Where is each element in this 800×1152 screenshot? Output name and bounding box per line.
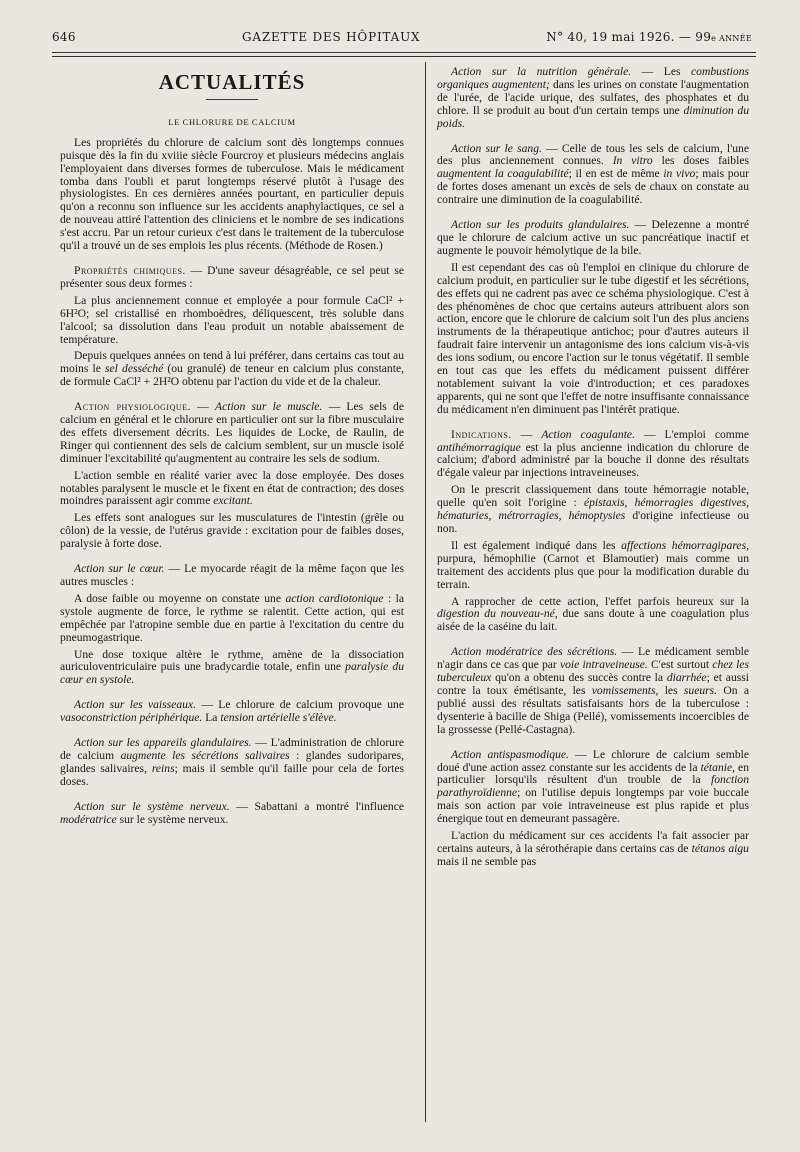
left-column: [60, 66, 404, 831]
paragraph: Action sur les produits glandulaires. — Delezenne a montré que le chlorure de calcium active un suc pancréatique inactif et augmente le pouvoir hémolytique de la bile.: [437, 218, 749, 257]
issue-year-suffix: e ANNÉE: [711, 34, 752, 43]
paragraph: Action antispasmodique. — Le chlorure de calcium semble doué d'une action assez constante sur les accidents de la tétanie, en particulier lorsqu'ils résultent d'un trouble de la fonction parathyroïdienne; on l'utilise depuis longtemps par voie buccale mais son action par voie intraveineuse est plus rapide et plus énergique tout en demeurant passagère.: [437, 747, 749, 826]
paragraph: Action sur le système nerveux. — Sabattani a montré l'influence modératrice sur le système nerveux.: [60, 799, 405, 826]
paragraph: Action sur le cœur. — Le myocarde réagit de la même façon que les autres muscles :: [60, 562, 404, 588]
paragraph: Les effets sont analogues sur les musculatures de l'intestin (grêle ou côlon) de la vessie, de l'utérus gravide : excitation pour de faibles doses, paralysie à forte dose.: [60, 511, 404, 551]
running-header: [52, 30, 752, 48]
paragraph: Action physiologique. — Action sur le muscle. — Les sels de calcium en général et le chlorure en particulier ont sur la fibre musculaire des effets diversement décrits. Les liquides de Locke, de Raulin, de Ringer qui contiennent des sels de calcium semblent, sur un muscle isolé diminuer l'excitabilité qu'augmentent au contraire les sels de sodium.: [60, 400, 405, 465]
paragraph: Action sur la nutrition générale. — Les combustions organiques augmentent; dans les urines on constate l'augmentation de l'urée, de l'acide urique, des sulfates, des phosphates et du chlore. Il se produit au bout d'un certain temps une diminution du poids.: [437, 65, 750, 130]
paragraph: A rapprocher de cette action, l'effet parfois heureux sur la digestion du nouveau-né, due sans doute à une coagulation plus aisée de la caséine du lait.: [437, 594, 749, 634]
page-number: 646: [52, 30, 76, 44]
paragraph: Action sur le sang. — Celle de tous les sels de calcium, l'une des plus anciennement connues. In vitro les doses faibles augmentent la coagulabilité; il en est de même in vivo; mais pour de fortes doses amenant un excès de sels de chaux on constate au contraire une diminution de la coagulabilité.: [437, 141, 749, 207]
paragraph: Il est cependant des cas où l'emploi en clinique du chlorure de calcium produit, en particulier sur le tube digestif et les sécrétions, des effets qui ne cadrent pas avec ce schéma physiologique. C'est à des phénomènes de choc que certains auteurs attribuent alors son action, encore que le chlorure de calcium soit l'un des plus anciens instruments de la thérapeutique antichoc; pour d'autres auteurs il faudrait faire intervenir un antagonisme des ions calcium vis-à-vis des ions sodium, ou encore l'action sur le tonus végétatif. Il semble en tout cas que les effets du médicament puissent différer notablement suivant la voie d'introduction; et ces paradoxes apparents, qui ne sont que l'effet de notre insuffisante connaissance du médicament n'en diminuent pas l'intérêt pratique.: [437, 260, 749, 416]
paragraph: L'action du médicament sur ces accidents l'a fait associer par certains auteurs, à la sérothérapie dans certains cas de tétanos aigu mais il ne semble pas: [437, 829, 749, 868]
paragraph: A dose faible ou moyenne on constate une action cardiotonique : la systole augmente de force, le rythme se ralentit. Cette action, qui est empêchée par l'atropine semble due en partie à l'excitation du centre du pneumogastrique.: [60, 591, 404, 644]
header-rule: [52, 52, 756, 53]
journal-title: GAZETTE DES HÔPITAUX: [242, 30, 421, 44]
right-column: [437, 66, 749, 873]
issue-date: N° 40, 19 mai 1926. — 99: [546, 30, 712, 44]
article-title: LE CHLORURE DE CALCIUM: [168, 116, 296, 127]
paragraph: Une dose toxique altère le rythme, amène de la dissociation auriculoventriculaire puis une bradycardie totale, enfin une paralysie du cœur en systole.: [60, 647, 404, 687]
paragraph: Il est également indiqué dans les affections hémorragipares, purpura, hémophilie (Carnot et Blamoutier) mais comme un traitement des accidents plus que pour la modification durable du terrain.: [437, 538, 749, 591]
paragraph: Propriétés chimiques. — D'une saveur désagréable, ce sel peut se présenter sous deux formes :: [60, 263, 404, 290]
paragraph: L'action semble en réalité varier avec la dose employée. Des doses notables paralysent le muscle et le fixent en état de contraction; des doses moindres paraissent agir comme excitant.: [60, 468, 404, 508]
paragraph: Action modératrice des sécrétions. — Le médicament semble n'agir dans ce cas que par voie intraveineuse. C'est surtout chez les tuberculeux qu'on a obtenu des succès contre la diarrhée; et aussi contre la toux émétisante, les vomissements, les sueurs. On a publié aussi des résultats satisfaisants hors de la tuberculose : dysenterie à bacille de Shiga (Pellé), vomissements incoercibles de la grossesse (Pellé-Castagna).: [437, 645, 749, 736]
paragraph: Les propriétés du chlorure de calcium sont dès longtemps connues puisque dès la fin du xviiie siècle Fourcroy et plusieurs médecins anglais l'employaient dans diverses formes de tuberculose. Mais le médicament tomba dans l'oubli et parut longtemps réservé plutôt à l'usage des physiologistes. En ces dernières années pourtant, en particulier depuis qu'on a reconnu son influence sur les accidents anaphylactiques, ce sel a de nouveau attiré l'attention des cliniciens et le nombre de ses indications s'est accru. Par un retour curieux c'est dans le traitement de la tuberculose qu'il a trouvé un de ses emplois les plus récents. (Méthode de Rosen.): [60, 135, 404, 253]
subsection-head: Action physiologique.: [74, 400, 191, 414]
subsection-head: Indications.: [451, 427, 512, 441]
column-divider: [425, 62, 426, 1122]
paragraph: La plus anciennement connue et employée a pour formule CaCl² + 6H²O; sel cristallisé en rhomboèdres, déliquescent, très soluble dans l'alcool; sa dissolution dans l'eau produit un notable abaissement de température.: [60, 293, 404, 346]
paragraph: On le prescrit classiquement dans toute hémorragie notable, quelle qu'en soit l'origine : épistaxis, hémorragies digestives, hématuries, métrorragies, hémoptysies d'origine infectieuse ou non.: [437, 483, 749, 535]
issue-info: [546, 30, 752, 44]
header-rule-double: [52, 56, 756, 57]
paragraph: Indications. — Action coagulante. — L'emploi comme antihémorragique est la plus ancienne indication du chlorure de calcium; d'abord administré par la bouche il donne des résultats d'égale valeur par injections intraveineuses.: [437, 427, 749, 480]
section-rule: [206, 99, 258, 100]
paragraph: Depuis quelques années on tend à lui préférer, dans certains cas tout au moins le sel desséché (ou granulé) de teneur en calcium plus constante, de formule CaCl² + 2H²O obtenu par l'action du vide et de la chaleur.: [60, 349, 404, 389]
subsection-head: Propriétés chimiques.: [74, 263, 186, 277]
section-title: ACTUALITÉS: [158, 70, 306, 94]
paragraph: Action sur les vaisseaux. — Le chlorure de calcium provoque une vasoconstriction périphérique. La tension artérielle s'élève.: [60, 698, 404, 725]
paragraph: Action sur les appareils glandulaires. — L'administration de chlorure de calcium augmente les sécrétions salivaires : glandes sudoripares, glandes salivaires, reins; mais il semble qu'il faille pour cela de fortes doses.: [60, 736, 404, 788]
